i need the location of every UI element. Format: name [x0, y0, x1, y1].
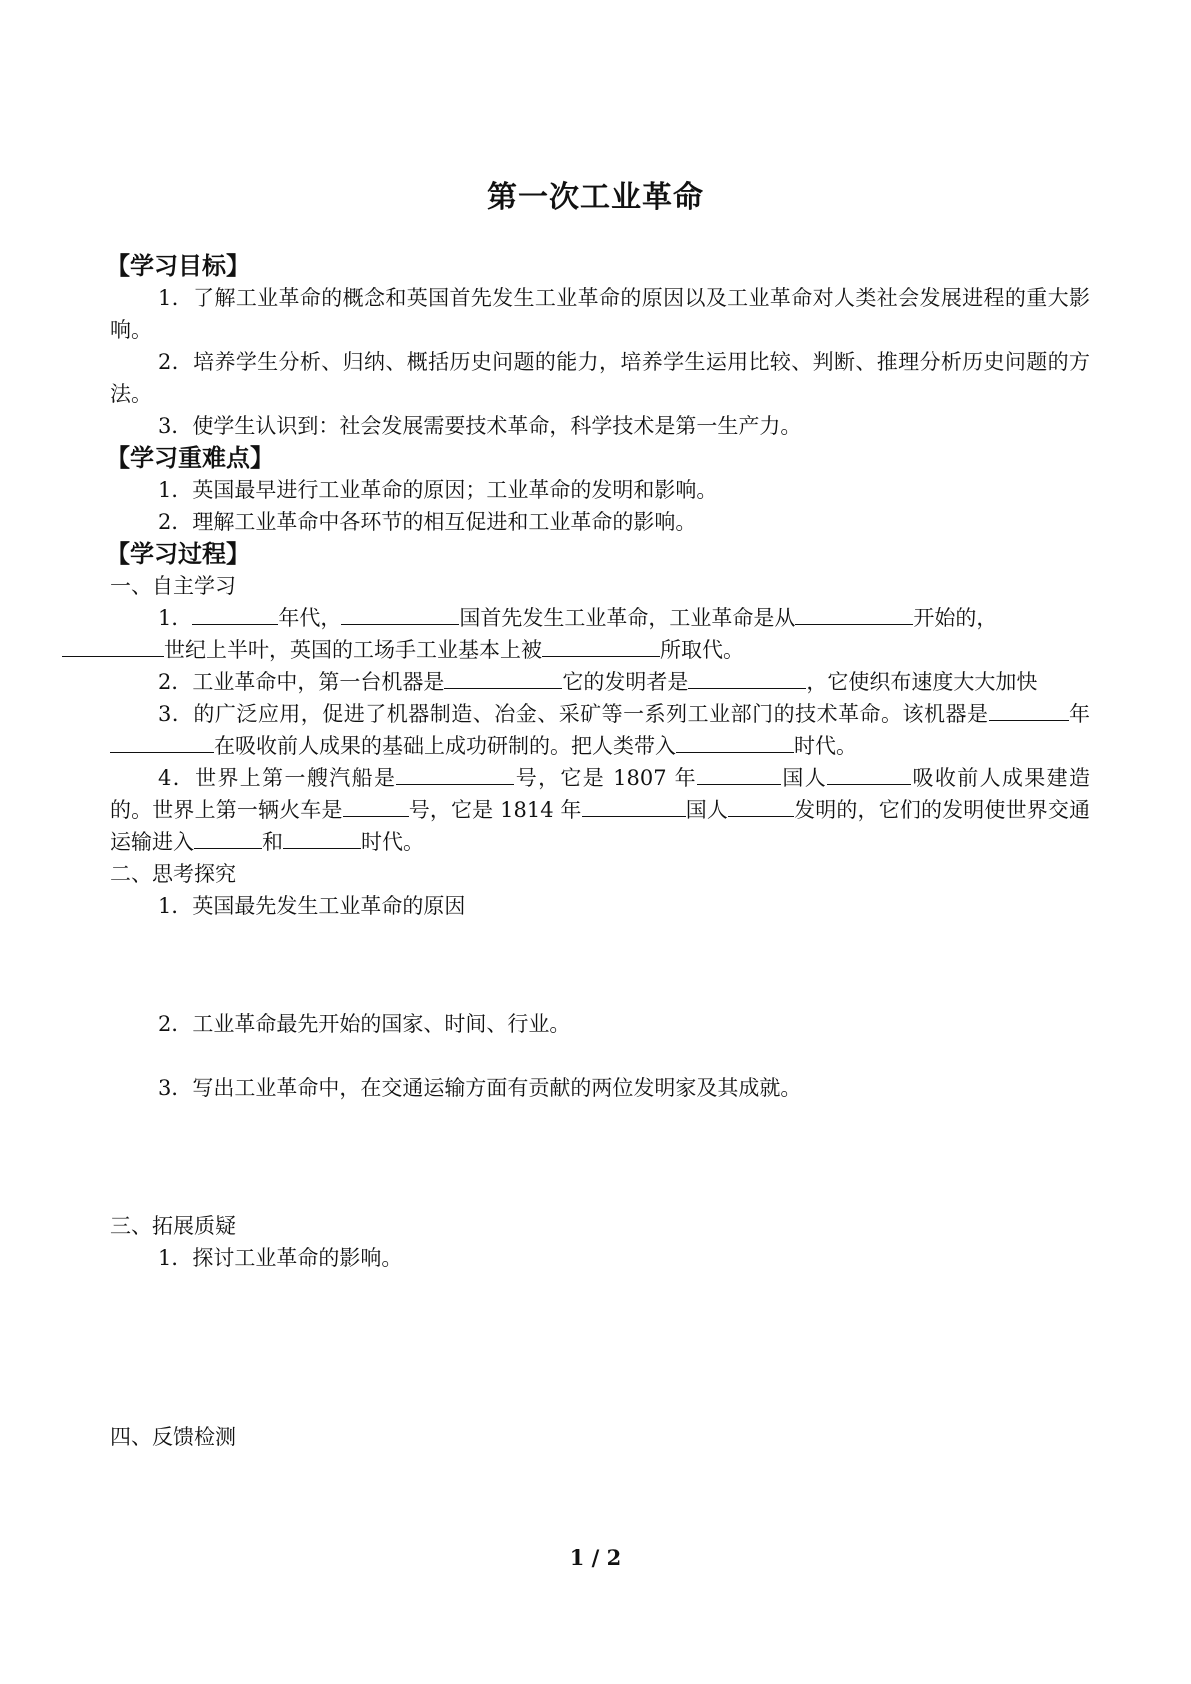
blank-field[interactable]	[1015, 698, 1069, 721]
blank-field[interactable]	[110, 730, 214, 753]
key-point-item-2: 2．理解工业革命中各环节的相互促进和工业革命的影响。	[158, 510, 697, 534]
goal-item-2: 2．培养学生分析、归纳、概括历史问题的能力，培养学生运用比较、判断、推理分析历史问题的方法。	[110, 350, 1090, 406]
blank-field[interactable]	[444, 666, 562, 689]
worksheet-content	[106, 250, 1091, 1453]
explore-question-2: 2．工业革命最先开始的国家、时间、行业。	[158, 1012, 571, 1036]
key-point-item-1: 1．英国最早进行工业革命的原因；工业革命的发明和影响。	[158, 478, 718, 502]
blank-field[interactable]	[827, 762, 911, 785]
blank-field[interactable]	[989, 698, 1015, 721]
blank-field[interactable]	[582, 794, 686, 817]
blank-field[interactable]	[194, 826, 262, 849]
explore-question-3: 3．写出工业革命中，在交通运输方面有贡献的两位发明家及其成就。	[158, 1076, 802, 1100]
self-study-question-2: 2．工业革命中，第一台机器是 它的发明者是 ，它使织布速度大大加快	[110, 666, 1090, 698]
blank-field[interactable]	[341, 602, 459, 625]
blank-field[interactable]	[396, 762, 514, 785]
extend-question-1: 1．探讨工业革命的影响。	[158, 1246, 403, 1270]
page-number: 1 / 2	[569, 1545, 622, 1570]
process-heading: 【学习过程】	[106, 540, 250, 568]
blank-field[interactable]	[343, 794, 409, 817]
goal-item-1: 1．了解工业革命的概念和英国首先发生工业革命的原因以及工业革命对人类社会发展进程的重大影响。	[110, 286, 1090, 342]
blank-field[interactable]	[542, 634, 660, 657]
self-study-title: 一、自主学习	[110, 574, 236, 598]
blank-field[interactable]	[728, 794, 794, 817]
explore-title: 二、思考探究	[110, 862, 236, 886]
blank-field[interactable]	[62, 634, 164, 657]
blank-field[interactable]	[688, 666, 806, 689]
blank-field[interactable]	[192, 602, 278, 625]
goals-heading: 【学习目标】	[106, 252, 250, 280]
extend-title: 三、拓展质疑	[110, 1214, 236, 1238]
key-points-heading: 【学习重难点】	[106, 444, 274, 472]
blank-field[interactable]	[676, 730, 794, 753]
blank-field[interactable]	[697, 762, 781, 785]
blank-field[interactable]	[283, 826, 361, 849]
self-study-question-4: 4．世界上第一艘汽船是 号，它是 1807 年 国人 吸收前人成果建造的。世界上第一辆火车是 号，它是 1814 年 国人 发明的，它们的发明使世界交通运输进入 和 时代。	[110, 762, 1090, 858]
feedback-title: 四、反馈检测	[110, 1425, 236, 1449]
self-study-question-3: 3．的广泛应用，促进了机器制造、冶金、采矿等一系列工业部门的技术革命。该机器是 年在吸收前人成果的基础上成功研制的。把人类带入 时代。	[110, 698, 1090, 762]
goal-item-3: 3．使学生认识到：社会发展需要技术革命，科学技术是第一生产力。	[158, 414, 802, 438]
blank-field[interactable]	[795, 602, 913, 625]
explore-question-1: 1．英国最先发生工业革命的原因	[158, 894, 466, 918]
self-study-question-1: 1． 年代， 国首先发生工业革命，工业革命是从 开始的， 世纪上半叶，英国的工场手工业基本上被 所取代。	[110, 602, 1090, 666]
page-title: 第一次工业革命	[487, 180, 704, 215]
